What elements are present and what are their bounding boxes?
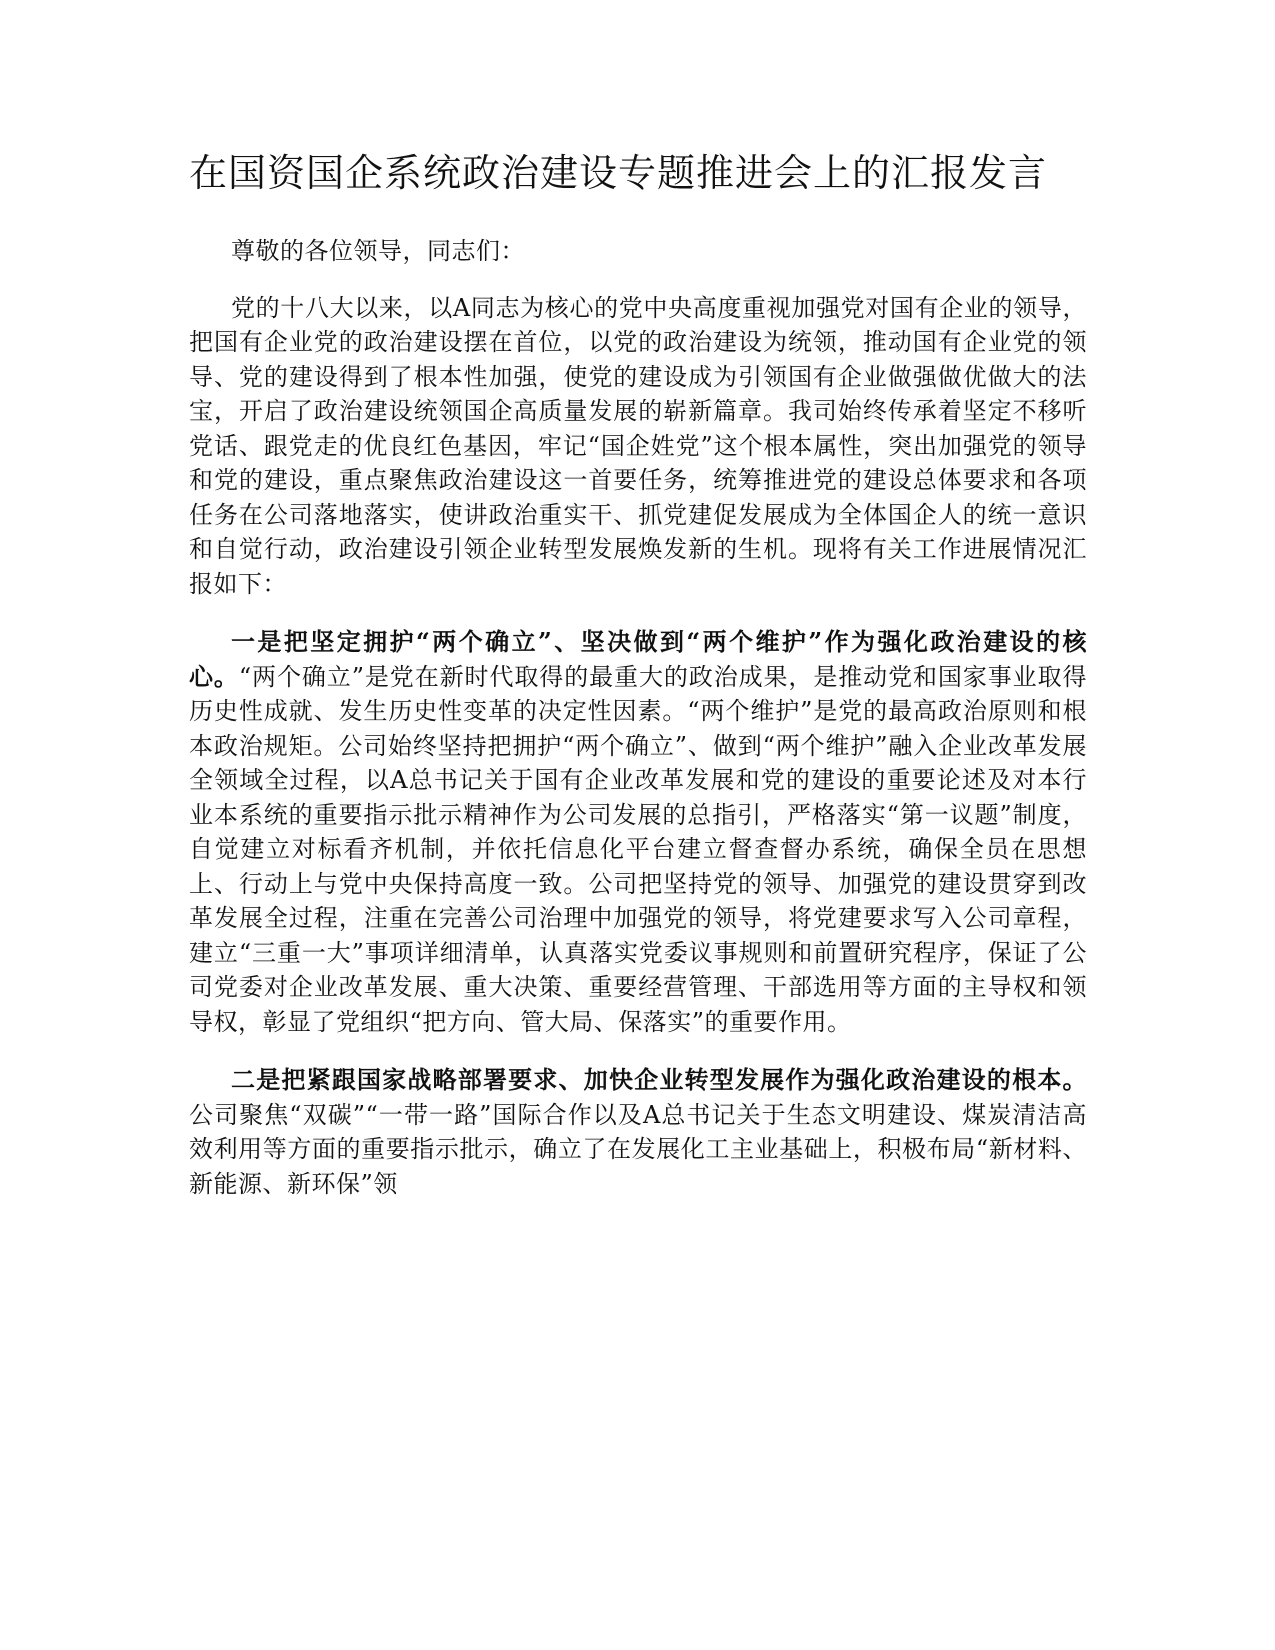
section-two-heading: 二是把紧跟国家战略部署要求、加快企业转型发展作为强化政治建设的根本。: [231, 1065, 1087, 1094]
section-two-text: 公司聚焦“双碳”“一带一路”国际合作以及A总书记关于生态文明建设、煤炭清洁高效利用等方面的重要指示批示，确立了在发展化工主业基础上，积极布局“新材料、新能源、新环保”领: [189, 1100, 1087, 1198]
intro-text: 党的十八大以来，以A同志为核心的党中央高度重视加强党对国有企业的领导，把国有企业党的政治建设摆在首位，以党的政治建设为统领，推动国有企业党的领导、党的建设得到了根本性加强，使党的建设成为引领国有企业做强做优做大的法宝，开启了政治建设统领国企高质量发展的崭新篇章。我司始终传承着坚定不移听党话、跟党走的优良红色基因，牢记“国企姓党”这个根本属性，突出加强党的领导和党的建设，重点聚焦政治建设这一首要任务，统筹推进党的建设总体要求和各项任务在公司落地落实，使讲政治重实干、抓党建促发展成为全体国企人的统一意识和自觉行动，政治建设引领企业转型发展焕发新的生机。现将有关工作进展情况汇报如下：: [189, 293, 1087, 598]
section-one-heading: 一是把坚定拥护“两个确立”、坚决做到“两个维护”作为强化政治建设的核心。: [189, 627, 1087, 691]
section-two-paragraph: [189, 1063, 1087, 1201]
intro-paragraph: [189, 291, 1087, 602]
document-body: [189, 148, 1087, 1225]
section-one-paragraph: [189, 625, 1087, 1039]
greeting-paragraph: 尊敬的各位领导，同志们：: [231, 237, 525, 265]
document-title: 在国资国企系统政治建设专题推进会上的汇报发言: [189, 151, 1048, 195]
section-one-text: “两个确立”是党在新时代取得的最重大的政治成果，是推动党和国家事业取得历史性成就、发生历史性变革的决定性因素。“两个维护”是党的最高政治原则和根本政治规矩。公司始终坚持把拥护“两个确立”、做到“两个维护”融入企业改革发展全领域全过程，以A总书记关于国有企业改革发展和党的建设的重要论述及对本行业本系统的重要指示批示精神作为公司发展的总指引，严格落实“第一议题”制度，自觉建立对标看齐机制，并依托信息化平台建立督查督办系统，确保全员在思想上、行动上与党中央保持高度一致。公司把坚持党的领导、加强党的建设贯穿到改革发展全过程，注重在完善公司治理中加强党的领导，将党建要求写入公司章程，建立“三重一大”事项详细清单，认真落实党委议事规则和前置研究程序，保证了公司党委对企业改革发展、重大决策、重要经营管理、干部选用等方面的主导权和领导权，彰显了党组织“把方向、管大局、保落实”的重要作用。: [189, 662, 1088, 1036]
